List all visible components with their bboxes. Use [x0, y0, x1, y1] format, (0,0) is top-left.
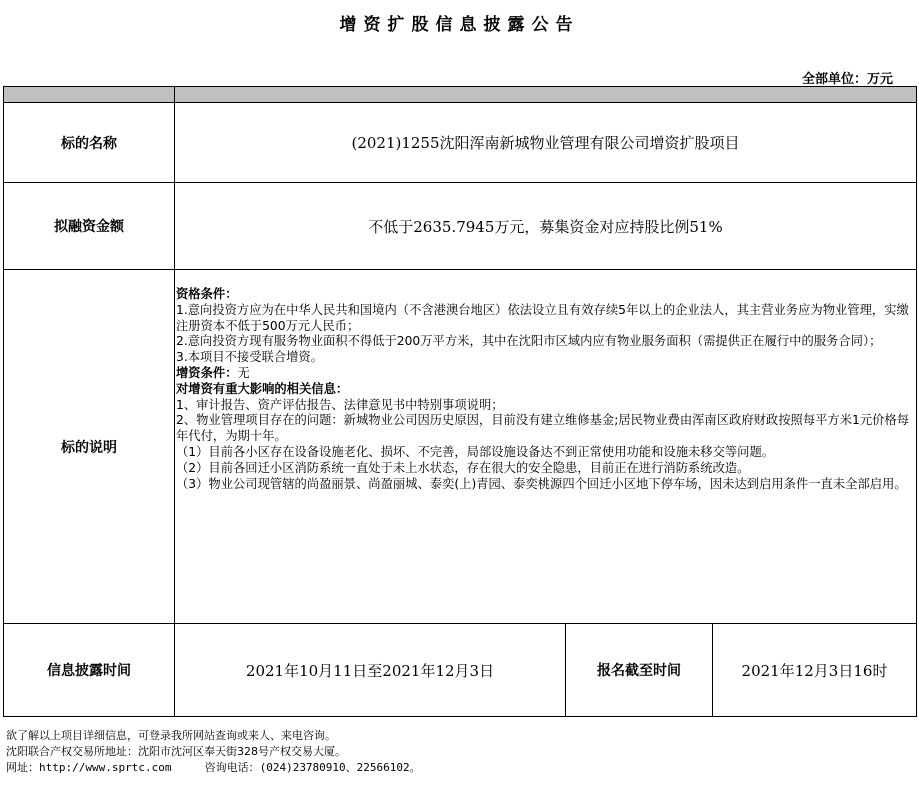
footer-contact: [6, 760, 421, 776]
label-description: 标的说明: [4, 270, 175, 623]
unit-note: 全部单位：万元: [801, 72, 893, 87]
phone-text: 咨询电话：(024)23780910、22566102。: [204, 761, 421, 774]
disclosure-table: [3, 86, 917, 717]
website-link[interactable]: 网址：http://www.sprtc.com: [6, 761, 172, 774]
qualification-item-3: 3.本项目不接受联合增资。: [176, 350, 323, 365]
value-time: 2021年10月11日至2021年12月3日: [175, 624, 566, 716]
value-deadline: 2021年12月3日16时: [741, 661, 888, 680]
row-amount: [4, 183, 916, 270]
label-time: 信息披露时间: [4, 624, 175, 716]
qualification-item-1: 1.意向投资方应为在中华人民共和国境内（不含港澳台地区）依法设立且有效存续5年以上的企业法人，其主营业务应为物业管理，实缴注册资本不低于500万元人民币；: [176, 302, 909, 333]
row-description: [4, 270, 916, 624]
header-bar-left: [4, 87, 175, 103]
header-bar-right: [175, 87, 916, 103]
description-content: [176, 287, 912, 492]
condition-line: [176, 366, 912, 382]
qualification-title: 资格条件：: [176, 287, 238, 301]
impact-item-3: （1）目前各小区存在设备设施老化、损坏、不完善，局部设施设备达不到正常使用功能和设施未移交等问题。: [176, 444, 775, 459]
impact-item-2: 2、物业管理项目存在的问题：新城物业公司因历史原因，目前没有建立维修基金;居民物业费由浑南区政府财政按照每平方米1元价格每年代付，为期十年。: [176, 413, 910, 444]
label-deadline: 报名截至时间: [566, 624, 713, 716]
impact-item-1: 1、审计报告、资产评估报告、法律意见书中特别事项说明；: [176, 397, 504, 412]
footer: [6, 728, 421, 776]
footer-info: 欲了解以上项目详细信息，可登录我所网站查询或来人、来电咨询。: [6, 729, 336, 742]
qualification-item-2: 2.意向投资方现有服务物业面积不得低于200万平方米，其中在沈阳市区域内应有物业服务面积（需提供正在履行中的服务合同）；: [176, 334, 882, 349]
impact-item-4: （2）目前各回迁小区消防系统一直处于未上水状态，存在很大的安全隐患，目前正在进行消防系统改造。: [176, 460, 750, 475]
condition-value: 无: [237, 365, 250, 380]
row-name: [4, 103, 916, 183]
row-time: [4, 624, 916, 716]
condition-title: 增资条件：: [176, 365, 238, 380]
value-amount: 不低于2635.7945万元，募集资金对应持股比例51%: [368, 217, 723, 236]
footer-address: 沈阳联合产权交易所地址：沈阳市沈河区奉天街328号产权交易大厦。: [6, 745, 346, 758]
impact-title: 对增资有重大影响的相关信息：: [176, 381, 349, 396]
impact-item-5: （3）物业公司现管辖的尚盈丽景、尚盈丽城、泰奕(上)青园、泰奕桃源四个回迁小区地下停车场，因未达到启用条件一直未全部启用。: [176, 476, 907, 491]
value-name: (2021)1255沈阳浑南新城物业管理有限公司增资扩股项目: [351, 134, 740, 152]
label-amount: 拟融资金额: [4, 183, 175, 269]
label-name: 标的名称: [4, 103, 175, 182]
page-title: 增资扩股信息披露公告: [339, 15, 580, 35]
